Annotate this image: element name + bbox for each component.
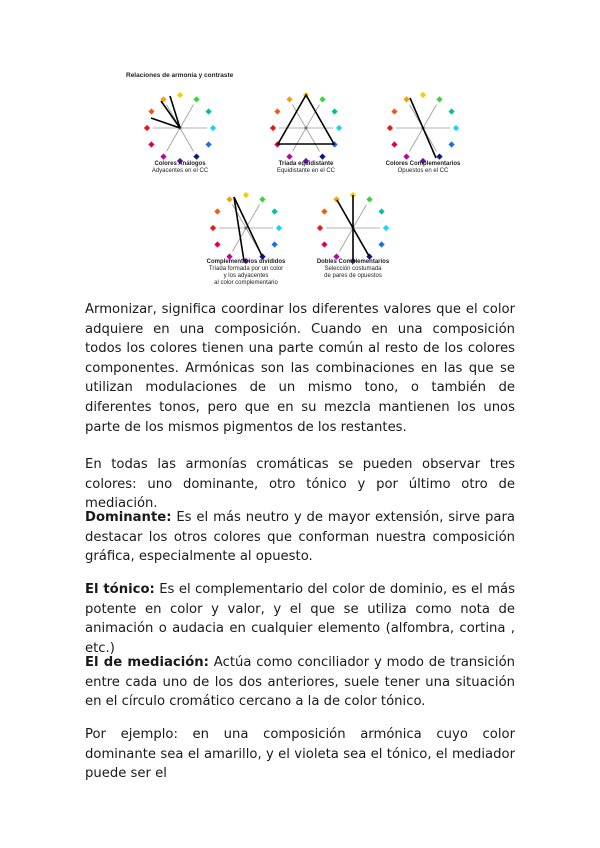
color-dot [321,208,327,214]
spoke-line [410,128,424,151]
color-dot [378,208,384,214]
color-dot [205,108,211,114]
color-dot [271,241,277,247]
paragraph-ejemplo: Por ejemplo: en una composición armónica cuyo color dominante sea el amarillo, y el violeta sea el tónico, el mediador puede ser el [85,727,515,782]
spoke-line [423,105,437,128]
wheel-spokes [219,205,273,252]
body-text [85,653,515,712]
body-text [85,508,515,567]
caption-sub: Equidistante en el CC [276,168,336,174]
color-dot [403,96,409,102]
color-dot [319,96,325,102]
color-dot [148,108,154,114]
color-dot [336,125,342,131]
color-dot [226,196,232,202]
color-dot [214,208,220,214]
color-dot [160,153,166,159]
spoke-line [180,105,194,128]
color-dot [366,196,372,202]
body-text [85,300,515,437]
paragraph-tonico [85,580,515,658]
color-dot [271,208,277,214]
color-dot [270,125,276,131]
spoke-line [246,205,260,228]
color-dot [205,141,211,147]
caption-split [196,259,296,287]
color-dot [243,192,249,198]
color-dot [210,125,216,131]
term-tonico: El tónico: [85,582,155,597]
color-dot [378,241,384,247]
caption-sub: Opuestos en el CC [397,168,449,174]
color-dot [436,96,442,102]
wheel-center [304,126,307,129]
color-dot [448,108,454,114]
color-dot [383,225,389,231]
color-dot [448,141,454,147]
caption-sub: Adyacentes en el CC [151,168,209,174]
spoke-line [293,128,307,151]
body-text [85,725,515,784]
harmony-figure [118,66,478,296]
wheel-center [244,226,247,229]
spoke-line [340,228,354,251]
paragraph-armonizar: Armonizar, significa coordinar los diferentes valores que el color adquiere en una composición. Cuando en una composición todos los colores tienen una parte común al resto de los colores componentes. Armónicas son las combinaciones en las que se utilizan modulaciones de un mismo tono, o también de diferentes tonos, pero que en su mezcla mantienen los unos parte de los mismos pigmentos de los restantes. [85,302,515,435]
color-dot [144,125,150,131]
spoke-line [167,128,181,151]
caption-sub: Selección costumada [324,266,382,272]
caption-sub: Tríada formada por un color [208,266,284,272]
caption-sub: al color complementario [214,280,278,286]
paragraph-mediacion [85,653,515,712]
color-dot [387,125,393,131]
color-dot [276,225,282,231]
color-dot [317,225,323,231]
color-dot [321,241,327,247]
wheel-triad-svg [266,88,346,168]
caption-sub: de pares de opuestos [324,273,382,279]
wheel-split-svg [206,188,286,268]
definition-tonico: Es el complementario del color de dominio, es el más potente en color y valor, y el que se utiliza como nota de animación o audacia en cualquier elemento (alfombra, cortina , etc.) [85,582,515,656]
paragraph-tres-colores: En todas las armonías cromáticas se pueden observar tres colores: uno dominante, otro tónico y por último otro de mediación. [85,457,515,512]
wheel-double-svg [313,188,393,268]
color-dot [453,125,459,131]
color-dot [210,225,216,231]
color-dot [214,241,220,247]
color-dot [193,96,199,102]
color-dot [391,141,397,147]
caption-title: Complementarios divididos [206,259,286,265]
color-dot [259,196,265,202]
spoke-line [306,128,320,151]
term-dominante: Dominante: [85,510,172,525]
spoke-line [180,128,194,151]
caption-analogous [130,161,230,175]
definition-dominante: Es el más neutro y de mayor extensión, sirve para destacar los otros colores que conforman nuestra composición gráfica, especialmente al opuesto. [85,510,515,565]
caption-title: Tríada equidistante [278,161,334,167]
color-dot [286,153,292,159]
term-mediacion: El de mediación: [85,655,209,670]
color-dot [319,153,325,159]
caption-sub: y los adyacentes [223,273,269,279]
spoke-line [353,205,367,228]
color-dot [193,153,199,159]
caption-double [303,259,403,280]
color-dot [286,96,292,102]
harmony-line [170,96,180,128]
body-text [85,455,515,514]
triad-triangle [278,95,334,144]
wheel-analogous-svg [140,88,220,168]
color-dot [436,153,442,159]
color-dot [148,141,154,147]
wheel-complementary-svg [383,88,463,168]
caption-title: Colores Análogos [154,161,206,167]
wheel-double-complementary [313,188,393,268]
figure-title: Relaciones de armonía y contraste [126,72,234,79]
color-dot [403,153,409,159]
color-dot [331,108,337,114]
wheel-complementary [383,88,463,168]
caption-title: Colores Complementarios [385,161,461,167]
caption-complementary [373,161,473,175]
caption-triad [256,161,356,175]
paragraph-dominante [85,508,515,567]
wheel-analogous [140,88,220,168]
color-dot [391,108,397,114]
definition-mediacion: Actúa como conciliador y modo de transición entre cada uno de los dos anteriores, suele tener una situación en el círculo cromático cercano a la de color tónico. [85,655,516,710]
color-dot [420,92,426,98]
body-text [85,580,515,658]
wheel-triad [266,88,346,168]
caption-title: Dobles Complementarios [316,259,390,265]
wheel-split-complementary [206,188,286,268]
color-dot [177,92,183,98]
color-dot [274,108,280,114]
